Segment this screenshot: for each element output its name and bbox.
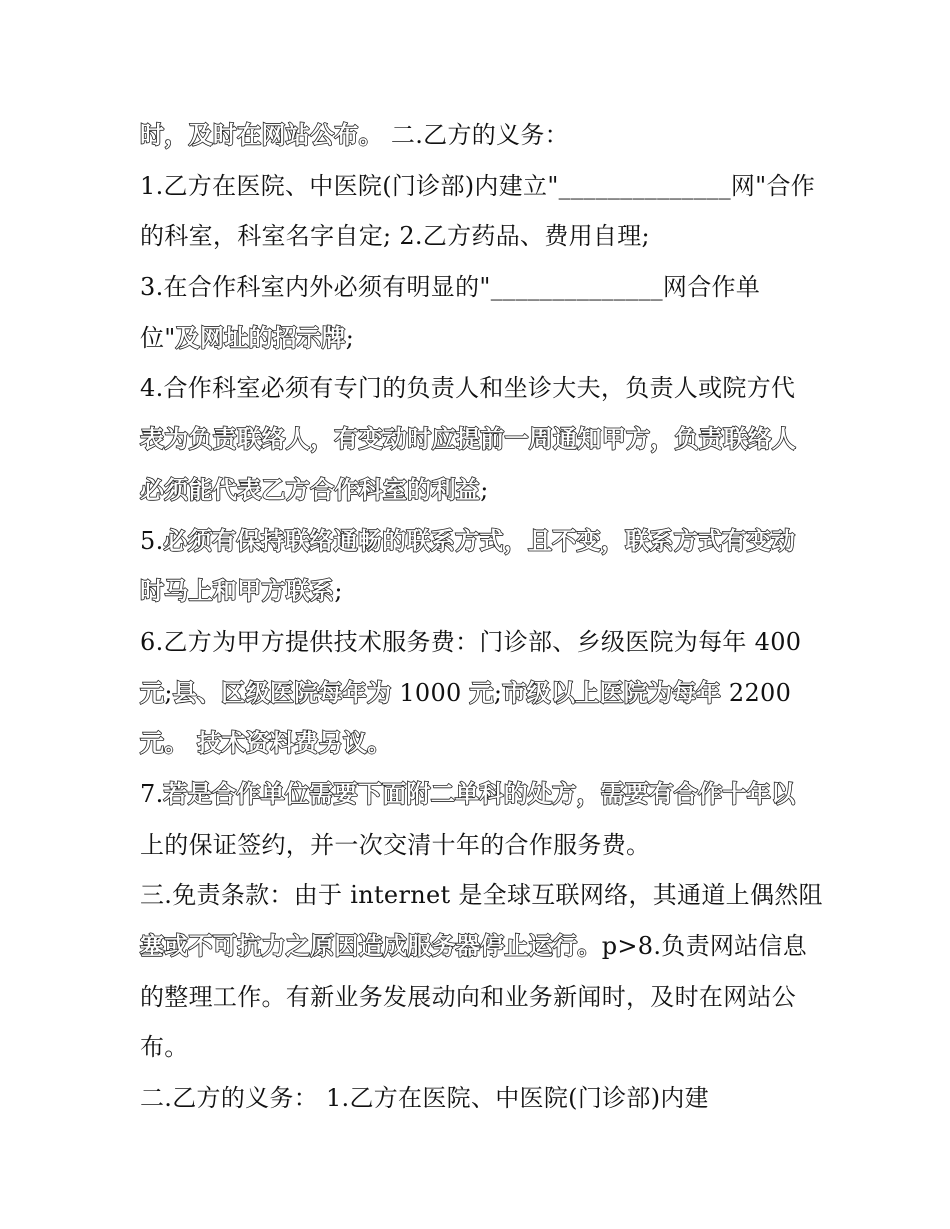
outlined-text-segment: 表为负责联络人，有变动时应提前一周通知甲方，负责联络人	[140, 425, 797, 454]
text-segment: ;	[164, 678, 173, 707]
text-line	[140, 668, 820, 719]
text-segment: 2200	[720, 678, 792, 707]
text-segment: 1.乙方在医院、中医院(门诊部)内建立"______________网"合作	[140, 171, 816, 200]
text-line	[140, 211, 820, 262]
text-segment: 5.	[140, 526, 164, 555]
text-segment: 的整理工作。有新业务发展动向和业务新闻时，及时在网站公	[140, 982, 797, 1011]
text-line	[140, 921, 820, 972]
text-segment: 1000	[391, 678, 470, 707]
outlined-text-segment: 时，及时在网站公布。	[140, 121, 383, 149]
text-line	[140, 870, 823, 921]
outlined-text-segment: 元	[140, 678, 165, 707]
text-line	[140, 1022, 820, 1073]
text-segment: 二.乙方的义务： 1.乙方在医院、中医院(门诊部)内建	[140, 1084, 709, 1113]
text-segment: 3.在合作科室内外必须有明显的"______________网合作单	[140, 273, 761, 302]
text-line	[140, 1073, 820, 1124]
text-line	[140, 313, 820, 364]
text-segment: 布。	[140, 1033, 189, 1062]
text-segment: p>8.负责网站信息	[601, 932, 808, 960]
outlined-text-segment: 若是合作单位需要下面附二单科的处方，需要有合作十年以	[163, 779, 796, 808]
text-segment: ;	[493, 678, 503, 707]
outlined-text-segment: 必须有保持联络通畅的联系方式，且不变，联系方式有变动	[163, 526, 796, 555]
text-line	[140, 566, 820, 617]
text-segment: 位"	[140, 323, 176, 352]
text-line	[140, 769, 820, 820]
text-line	[140, 516, 820, 567]
outlined-text-segment: 时马上和甲方联系	[140, 577, 335, 606]
text-line	[140, 414, 820, 465]
outlined-text-segment: 市级以上医院为每年	[502, 678, 721, 707]
text-line	[140, 820, 820, 871]
outlined-text-segment: 必须能代表乙方合作科室的利益	[140, 475, 481, 504]
text-segment: ;	[345, 323, 355, 352]
text-line	[140, 465, 820, 516]
text-line	[140, 972, 820, 1023]
text-line	[140, 718, 820, 769]
outlined-text-segment: 县、区级医院每年为	[172, 678, 392, 707]
text-segment: 三.免责条款：由于 internet 是全球互联网络，其通道上偶然阻	[140, 881, 823, 910]
text-segment: 4.合作科室必须有专门的负责人和坐诊大夫，负责人或院方代	[140, 374, 796, 403]
document-body	[140, 110, 823, 1124]
outlined-text-segment: 元。 技术资料费另议。	[140, 729, 392, 758]
text-line	[140, 617, 820, 668]
text-segment: ;	[334, 577, 343, 606]
text-segment: 上的保证签约，并一次交清十年的合作服务费。	[140, 830, 651, 859]
text-segment: 二.乙方的义务：	[383, 121, 569, 149]
text-segment: ;	[480, 475, 489, 504]
text-line	[140, 363, 820, 414]
text-segment: 7.	[140, 779, 164, 808]
text-segment: 6.乙方为甲方提供技术服务费：门诊部、乡级医院为每年 400	[140, 627, 802, 656]
text-line	[140, 110, 820, 161]
outlined-text-segment: 及网址的招示牌	[175, 323, 346, 352]
text-segment: 的科室，科室名字自定; 2.乙方药品、费用自理;	[140, 222, 650, 251]
text-line	[140, 262, 820, 313]
outlined-text-segment: 塞或不可抗力之原因造成服务器停止运行。	[140, 932, 602, 960]
text-line	[140, 161, 820, 212]
outlined-text-segment: 元	[469, 678, 494, 707]
